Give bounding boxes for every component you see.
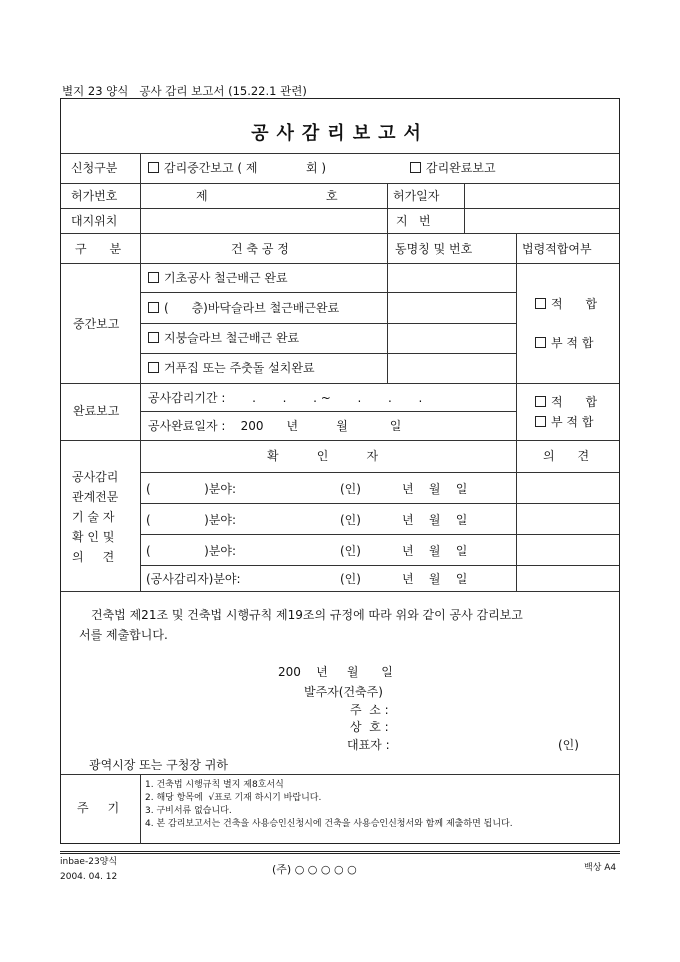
rule: [61, 440, 619, 441]
rule: [464, 183, 465, 208]
rule: [140, 292, 516, 293]
expert-field: ( )분야:: [146, 544, 236, 558]
supervision-period: 공사감리기간 : . . . ~ . . .: [148, 391, 423, 405]
checkbox[interactable]: [148, 162, 159, 173]
interim-fit-option[interactable]: 적 합: [535, 298, 597, 310]
permit-date-label: 허가일자: [393, 189, 440, 203]
rule: [61, 383, 619, 384]
expert-field: (공사감리자)분야:: [146, 572, 241, 586]
interim-report-count: 회 ): [306, 161, 327, 175]
checkbox[interactable]: [535, 396, 546, 407]
rule: [61, 233, 619, 234]
company-label: 상 호 :: [350, 720, 389, 734]
checkbox[interactable]: [535, 416, 546, 427]
expert-date: 년 월 일: [402, 482, 468, 496]
rule: [61, 591, 619, 592]
interim-item[interactable]: 기초공사 철근배근 완료: [148, 272, 288, 284]
expert-date: 년 월 일: [402, 513, 468, 527]
confirm-header: 확 인 자: [267, 449, 379, 463]
footer-code: inbae-23양식: [60, 857, 118, 867]
permit-number-label: 허가번호: [71, 189, 118, 203]
note-item: 2. 해당 항목에 √표로 기재 하시기 바랍니다.: [145, 793, 322, 803]
interim-item[interactable]: 거푸집 또는 주춧돌 설치완료: [148, 362, 315, 374]
checkbox[interactable]: [535, 337, 546, 348]
application-type-label: 신청구분: [71, 161, 118, 175]
category-header: 구 분: [75, 242, 122, 256]
expert-seal: (인): [340, 513, 361, 527]
rule: [61, 208, 619, 209]
address-label: 주 소 :: [350, 703, 389, 717]
checkbox[interactable]: [148, 332, 159, 343]
experts-label-line: 기 술 자: [72, 510, 115, 524]
expert-date: 년 월 일: [402, 544, 468, 558]
footer-rule: [60, 851, 620, 852]
expert-date: 년 월 일: [402, 572, 468, 586]
form-header: [62, 83, 307, 99]
completion-label: 완료보고: [73, 404, 120, 418]
footer-date: 2004. 04. 12: [60, 872, 118, 882]
experts-label-line: 공사감리: [72, 470, 119, 484]
interim-item[interactable]: 지붕슬라브 철근배근 완료: [148, 332, 299, 344]
rule: [61, 263, 619, 264]
interim-label: 중간보고: [73, 317, 120, 331]
rule: [140, 323, 516, 324]
note-item: 3. 구비서류 없습니다.: [145, 806, 232, 816]
checkbox[interactable]: [148, 362, 159, 373]
interim-report-option[interactable]: 감리중간보고 ( 제: [148, 162, 257, 174]
experts-label-line: 의 견: [72, 550, 115, 564]
completion-date: 공사완료일자 : 200 년 월 일: [148, 419, 402, 433]
expert-seal: (인): [340, 544, 361, 558]
checkbox[interactable]: [410, 162, 421, 173]
footer-rule: [60, 853, 620, 854]
statement-date: 200 년 월 일: [278, 665, 393, 679]
rule: [140, 353, 516, 354]
complete-report-option[interactable]: 감리완료보고: [410, 162, 496, 174]
rule: [140, 503, 619, 504]
client-label: 발주자(건축주): [304, 685, 383, 699]
checkbox[interactable]: [148, 272, 159, 283]
rule: [140, 534, 619, 535]
expert-seal: (인): [340, 482, 361, 496]
experts-label-line: 관계전문: [72, 490, 119, 504]
footer-paper: 백상 A4: [584, 863, 617, 873]
lot-number-label: 지 번: [396, 214, 431, 228]
rule: [387, 183, 388, 383]
notes-label: 주 기: [77, 801, 120, 815]
representative-seal: (인): [558, 738, 579, 752]
permit-ho: 호: [326, 189, 338, 203]
rule: [140, 565, 619, 566]
rule: [61, 153, 619, 154]
checkbox[interactable]: [148, 302, 159, 313]
site-location-label: 대지위치: [71, 214, 118, 228]
checkbox[interactable]: [535, 298, 546, 309]
expert-seal: (인): [340, 572, 361, 586]
statement-line: 건축법 제21조 및 건축법 시행규칙 제19조의 규정에 따라 위와 같이 공사 감리보고: [91, 608, 523, 622]
report-form: [60, 98, 620, 844]
note-item: 1. 건축법 시행규칙 별지 제8호서식: [145, 780, 284, 790]
rule: [140, 774, 141, 844]
interim-item[interactable]: ( 층)바닥슬라브 철근배근완료: [148, 302, 339, 314]
process-header: 건 축 공 정: [231, 242, 289, 256]
form-number: 별지 23 양식: [62, 84, 129, 98]
footer-company: (주) ○ ○ ○ ○ ○: [272, 863, 357, 876]
interim-unfit-option[interactable]: 부 적 합: [535, 337, 593, 349]
building-header: 동명칭 및 번호: [395, 242, 473, 256]
expert-field: ( )분야:: [146, 513, 236, 527]
statement-line: 서를 제출합니다.: [79, 628, 168, 642]
rule: [61, 774, 619, 775]
rule: [61, 183, 619, 184]
note-item: 4. 본 감리보고서는 건축을 사용승인신청시에 건축을 사용승인신청서와 함께 제출하면 됩니다.: [145, 819, 513, 829]
rule: [516, 233, 517, 591]
permit-je: 제: [196, 189, 208, 203]
opinion-header: 의 견: [543, 449, 590, 463]
rule: [140, 153, 141, 591]
expert-field: ( )분야:: [146, 482, 236, 496]
rule: [140, 411, 516, 412]
completion-unfit-option[interactable]: 부 적 합: [535, 416, 593, 428]
addressee: 광역시장 또는 구청장 귀하: [89, 758, 228, 772]
form-header-title: 공사 감리 보고서 (15.22.1 관련): [139, 84, 307, 98]
completion-fit-option[interactable]: 적 합: [535, 396, 597, 408]
page-title: 공사감리보고서: [251, 123, 429, 144]
experts-label-line: 확 인 및: [72, 530, 115, 544]
rule: [464, 208, 465, 233]
compliance-header: 법령적합여부: [522, 242, 592, 256]
rule: [140, 472, 619, 473]
representative-label: 대표자 :: [347, 738, 390, 752]
